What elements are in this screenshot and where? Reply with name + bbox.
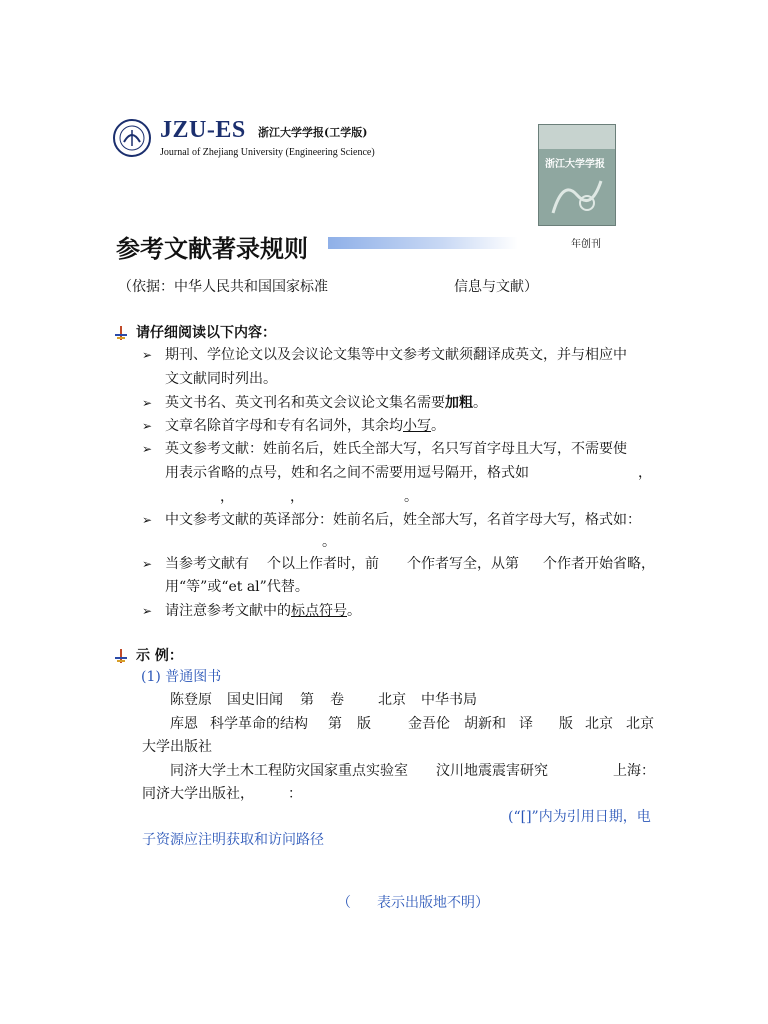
example-3-publisher: 同济大学出版社， (142, 786, 254, 802)
note-citation-date-line-2: 子资源应注明获取和访问路径 (142, 832, 324, 848)
notice-item-5-period: 。 (322, 534, 336, 550)
bullet-arrow-icon: ➢ (142, 604, 153, 618)
example-2-translate: 译 (519, 716, 533, 732)
example-1-place: 北京 (378, 692, 406, 708)
notice-item-6-part-d: 个作者开始省略， (543, 556, 655, 572)
notice-item-4-comma: ， (638, 465, 652, 481)
notice-item-6-line-2: 用“等”或“et al”代替。 (165, 579, 309, 595)
cover-title: 浙江大学学报 (545, 159, 605, 170)
bullet-arrow-icon: ➢ (142, 557, 153, 571)
notice-heading: 请仔细阅读以下内容： (136, 325, 276, 341)
notice-item-4-line-2: 用表示省略的点号，姓和名之间不需要用逗号隔开，格式如 (165, 465, 529, 481)
university-seal-logo (112, 118, 152, 158)
bullet-arrow-icon: ➢ (142, 348, 153, 362)
example-1-publisher: 中华书局 (421, 692, 477, 708)
example-2-ed: 版 (357, 716, 371, 732)
section-marker-icon (114, 325, 128, 339)
example-1-title: 国史旧闻 (227, 692, 283, 708)
notice-item-5-line-1: 中文参考文献的英译部分：姓前名后，姓全部大写，名首字母大写，格式如： (165, 512, 641, 528)
bullet-arrow-icon: ➢ (142, 513, 153, 527)
notice-item-1-line-2: 文文献同时列出。 (165, 371, 277, 387)
example-2-ed-pre: 第 (328, 716, 342, 732)
journal-brand: JZU-ES (160, 117, 246, 143)
bullet-arrow-icon: ➢ (142, 419, 153, 433)
example-subheading-book: (1) 普通图书 (141, 669, 222, 685)
notice-item-4-line-1: 英文参考文献：姓前名后，姓氏全部大写，名只写首字母且大写，不需要使 (165, 441, 627, 457)
notice-item-6-part-b: 个以上作者时，前 (267, 556, 379, 572)
journal-name-en: Journal of Zhejiang University (Engineering Science) (160, 147, 375, 158)
notice-item-4-comma: ， (220, 489, 234, 505)
note-unknown-place-open: （ (337, 895, 351, 911)
page-title: 参考文献著录规则 (116, 235, 308, 263)
notice-item-6-part-c: 个作者写全，从第 (407, 556, 519, 572)
example-2-translator-2: 胡新和 (464, 716, 506, 732)
example-3-title: 汶川地震震害研究 (436, 763, 548, 779)
example-2-place: 北京 (585, 716, 613, 732)
journal-name-cn: 浙江大学学报(工学版) (258, 126, 368, 139)
section-marker-icon (114, 648, 128, 662)
bullet-arrow-icon: ➢ (142, 396, 153, 410)
bullet-arrow-icon: ➢ (142, 442, 153, 456)
example-1-vol-pre: 第 (300, 692, 314, 708)
notice-item-4-comma: ， (290, 489, 304, 505)
bold-emphasis: 加粗 (445, 395, 473, 411)
journal-cover-image (538, 124, 616, 226)
notice-item-7: 请注意参考文献中的标点符号。 (165, 603, 361, 619)
example-2-author: 库恩 (170, 716, 198, 732)
underline-emphasis: 小写 (403, 418, 431, 434)
note-citation-date-line-1: (“[]”内为引用日期，电 (508, 809, 651, 825)
example-1-author: 陈登原 (170, 692, 212, 708)
notice-item-4-period: 。 (404, 489, 418, 505)
example-2-translator-1: 金吾伦 (408, 716, 450, 732)
example-2-publisher-rest: 大学出版社 (142, 739, 212, 755)
basis-text-right: 信息与文献） (454, 279, 538, 295)
notice-item-6-part-a: 当参考文献有 (165, 556, 249, 572)
example-2-title: 科学革命的结构 (210, 716, 308, 732)
title-decoration-bar (328, 237, 518, 249)
basis-text-left: （依据：中华人民共和国国家标准 (118, 279, 328, 295)
example-3-author: 同济大学土木工程防灾国家重点实验室 (170, 763, 408, 779)
notice-item-2: 英文书名、英文刊名和英文会议论文集名需要加粗。 (165, 395, 487, 411)
examples-heading: 示 例： (136, 648, 183, 664)
note-unknown-place: 表示出版地不明） (377, 895, 489, 911)
underline-emphasis: 标点符号 (291, 603, 347, 619)
example-2-edition: 版 (559, 716, 573, 732)
example-1-vol: 卷 (330, 692, 344, 708)
notice-item-1-line-1: 期刊、学位论文以及会议论文集等中文参考文献须翻译成英文，并与相应中 (165, 347, 627, 363)
example-2-publisher-part: 北京 (626, 716, 654, 732)
notice-item-3: 文章名除首字母和专有名词外，其余均小写。 (165, 418, 445, 434)
example-3-place: 上海： (613, 763, 655, 779)
founded-label: 年创刊 (571, 239, 601, 250)
example-3-colon: ： (288, 786, 302, 802)
